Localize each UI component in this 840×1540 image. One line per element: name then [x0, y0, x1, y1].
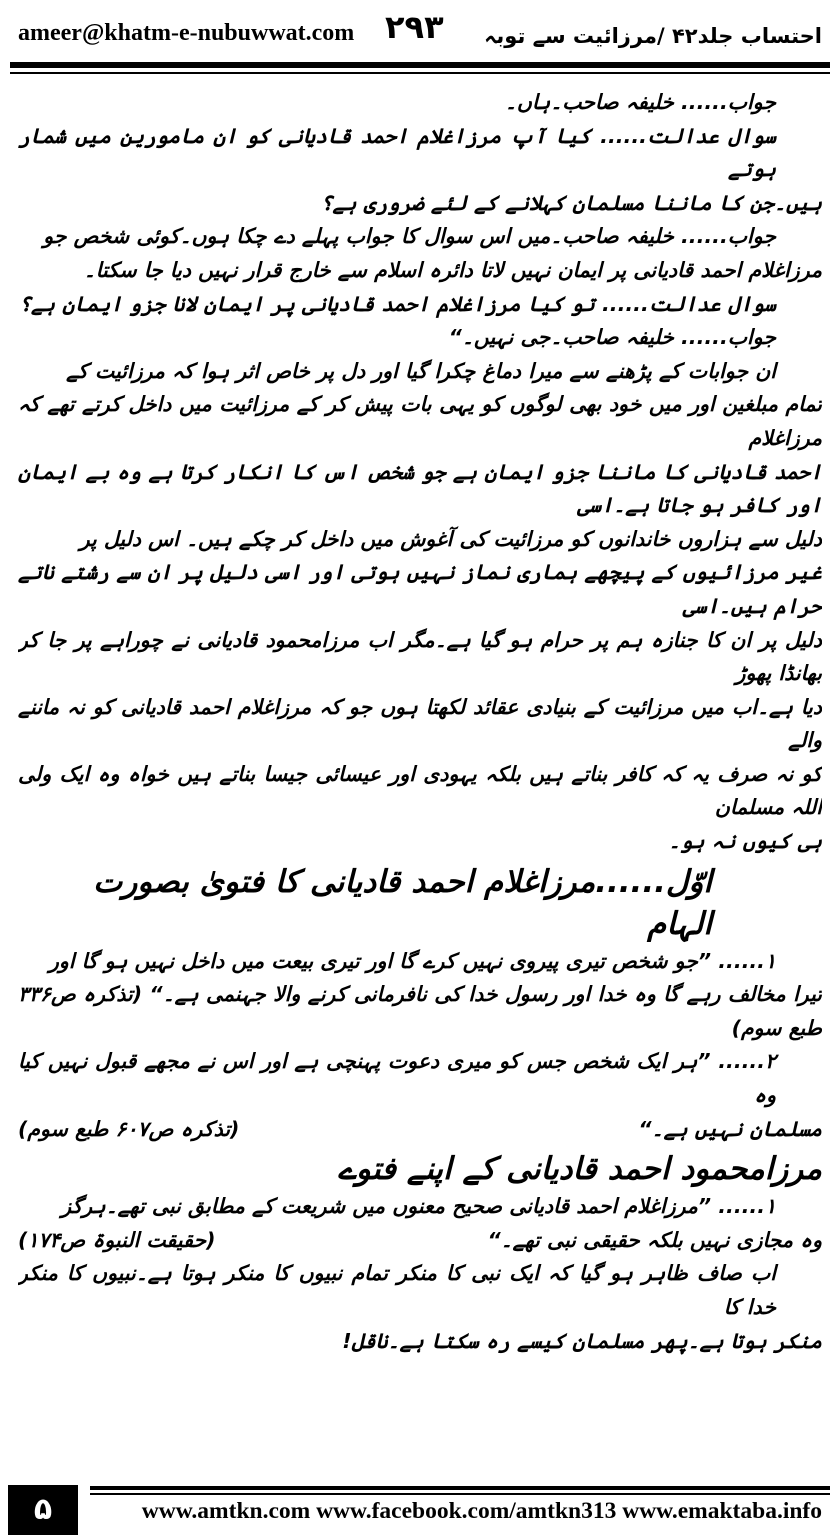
body-line: ہیں۔جن کا ماننا مسلمان کہلانے کے لئے ضروری ہے؟ [320, 190, 822, 215]
closing-line: اب صاف ظاہر ہو گیا کہ ایک نبی کا منکر تمام نبیوں کا منکر ہوتا ہے۔نبیوں کا منکر خدا کا [18, 1261, 776, 1319]
body-line: جواب...... خلیفہ صاحب۔جی نہیں۔“ [448, 325, 776, 350]
footer-urls: www.amtkn.com www.facebook.com/amtkn313 www.emaktaba.info [141, 1498, 822, 1524]
page-number: ۲۹۳ [385, 8, 444, 46]
body-line: دلیل پر ان کا جنازہ ہم پر حرام ہو گیا ہے۔مگر اب مرزامحمود قادیانی نے چوراہے پر جا کر بھانڈا پھوڑ [18, 627, 822, 686]
body-line: غیر مرزائیوں کے پیچھے ہماری نماز نہیں ہوتی اور اسی دلیل پر ان سے رشتے ناتے حرام ہیں۔اسی [18, 560, 822, 618]
header-rule-thick [10, 62, 830, 68]
page-footer [0, 1480, 840, 1540]
header-email: ameer@khatm-e-nubuwwat.com [18, 20, 355, 46]
citation-row [18, 1113, 822, 1147]
list-item: ۱...... ”مرزاغلام احمد قادیانی صحیح معنوں میں شریعت کے مطابق نبی تھے۔ہرگز [61, 1194, 776, 1219]
citation-text: وہ مجازی نہیں بلکہ حقیقی نبی تھے۔“ [487, 1227, 822, 1252]
section-heading-2: مرزامحمود احمد قادیانی کے اپنے فتوے [337, 1151, 822, 1188]
page-body [18, 86, 822, 1462]
citation-text: مسلمان نہیں ہے۔“ [638, 1116, 822, 1141]
body-line: جواب...... خلیفہ صاحب۔میں اس سوال کا جواب پہلے دے چکا ہوں۔کوئی شخص جو [43, 224, 776, 249]
body-line: سوال عدالت...... کیا آپ مرزاغلام احمد قادیانی کو ان مامورین میں شمار ہوتے [18, 123, 776, 182]
citation-ref: (حقیقت النبوۃ ص۱۷۴) [18, 1227, 216, 1252]
list-item: ۲...... ”ہر ایک شخص جس کو میری دعوت پہنچی ہے اور اس نے مجھے قبول نہیں کیا وہ [18, 1049, 776, 1108]
list-item: تیرا مخالف رہے گا وہ خدا اور رسول خدا کی نافرمانی کرنے والا جہنمی ہے۔“ (تذکرہ ص۳۳۶ طبع سوم) [18, 982, 822, 1040]
header-rule-thin [10, 72, 830, 74]
body-line: ان جوابات کے پڑھنے سے میرا دماغ چکرا گیا اور دل پر خاص اثر ہوا کہ مرزائیت کے [66, 358, 776, 383]
body-line: احمد قادیانی کا ماننا جزو ایمان ہے جو شخص اس کا انکار کرتا ہے وہ بے ایمان اور کافر ہو جاتا ہے۔اسی [18, 459, 822, 518]
citation-row [18, 1224, 822, 1258]
section-heading-1: اوّل......مرزاغلام احمد قادیانی کا فتویٰ بصورت الہام [93, 863, 712, 942]
page-header [0, 0, 840, 70]
body-line: ہی کیوں نہ ہو۔ [668, 829, 822, 854]
body-line: دلیل سے ہزاروں خاندانوں کو مرزائیت کی آغوش میں داخل کر چکے ہیں۔ اس دلیل پر [79, 526, 822, 551]
running-title: احتساب جلد۴۲ /مرزائیت سے توبہ [484, 24, 822, 48]
list-item: ۱...... ”جو شخص تیری پیروی نہیں کرے گا اور تیری بیعت میں داخل نہیں ہو گا اور [49, 948, 776, 973]
body-line: تمام مبلغین اور میں خود بھی لوگوں کو یہی بات پیش کر کے مرزائیت میں داخل کرتے تھے کہ مرزاغلام [18, 392, 822, 450]
closing-line: منکر ہوتا ہے۔پھر مسلمان کیسے رہ سکتا ہے۔ناقل! [342, 1328, 822, 1353]
footer-number: ۵ [8, 1485, 78, 1535]
citation-ref: (تذکرہ ص۶۰۷ طبع سوم) [18, 1116, 240, 1141]
body-line: جواب...... خلیفہ صاحب۔ہاں۔ [504, 90, 776, 114]
body-line: کو نہ صرف یہ کہ کافر بناتے ہیں بلکہ یہودی اور عیسائی جیسا بناتے ہیں خواہ وہ ایک ولی اللہ مسلمان [18, 761, 822, 820]
footer-rule-thick [90, 1486, 830, 1490]
body-line: سوال عدالت...... تو کیا مرزاغلام احمد قادیانی پر ایمان لانا جزو ایمان ہے؟ [19, 291, 776, 316]
body-line: دیا ہے۔اب میں مرزائیت کے بنیادی عقائد لکھتا ہوں جو کہ مرزاغلام احمد قادیانی کو نہ ماننے والے [18, 694, 822, 753]
footer-rule-thin [90, 1493, 830, 1495]
body-line: مرزاغلام احمد قادیانی پر ایمان نہیں لاتا دائرہ اسلام سے خارج قرار نہیں دیا جا سکتا۔ [83, 257, 822, 282]
